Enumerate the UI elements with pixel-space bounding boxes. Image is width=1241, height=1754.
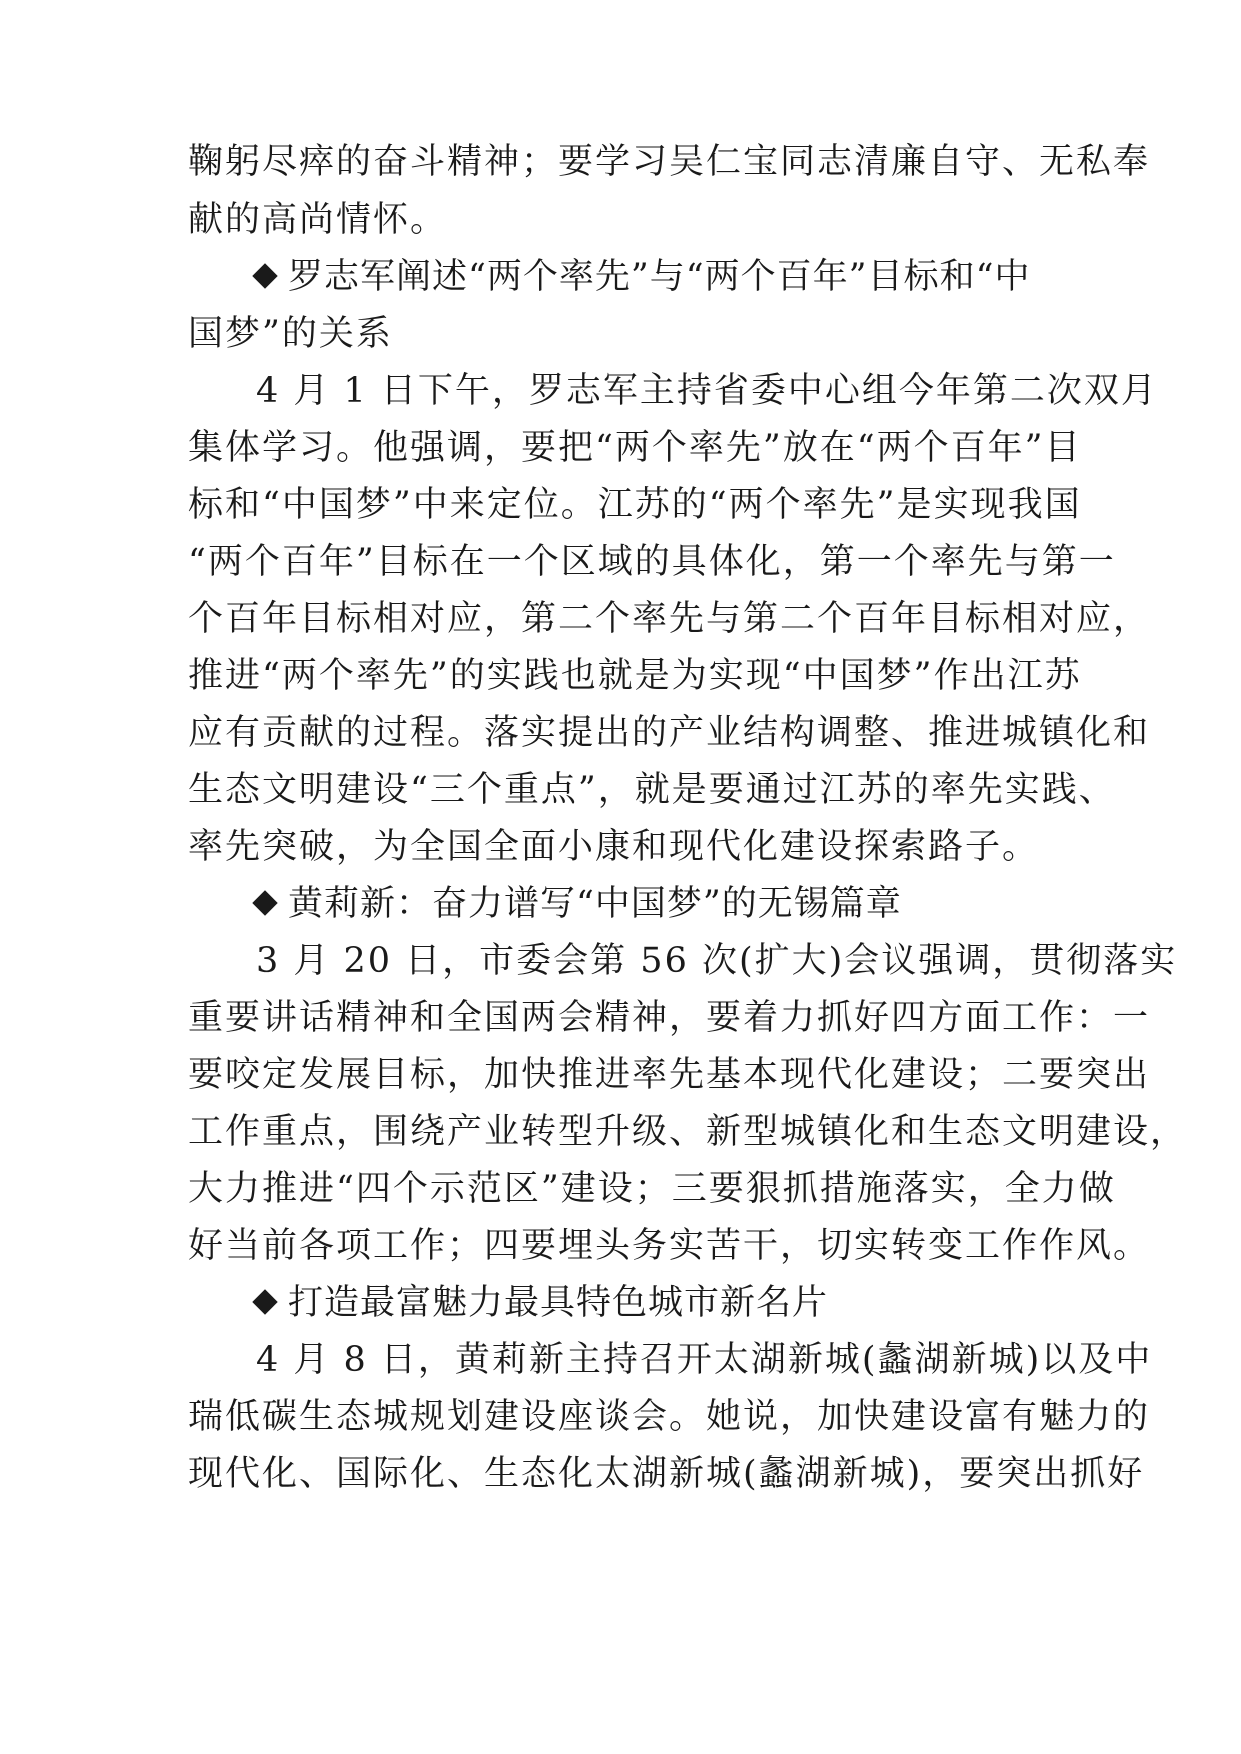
text-line: 献的高尚情怀。: [188, 200, 448, 240]
section-heading: [0, 1283, 1241, 1323]
text-line: “两个百年”目标在一个区域的具体化，第一个率先与第一: [188, 542, 1116, 582]
text-line: 瑞低碳生态城规划建设座谈会。她说，加快建设富有魅力的: [188, 1397, 1151, 1437]
text-line: 生态文明建设“三个重点”，就是要通过江苏的率先实践、: [188, 770, 1116, 810]
paragraph-line: [0, 941, 1241, 981]
diamond-bullet-icon: [252, 890, 277, 915]
paragraph-line: [0, 656, 1241, 696]
heading-text: 国梦”的关系: [188, 314, 393, 354]
heading-text: 罗志军阐述“两个率先”与“两个百年”目标和“中: [288, 257, 1031, 297]
heading-text: 打造最富魅力最具特色城市新名片: [288, 1283, 829, 1323]
text-line: 集体学习。他强调，要把“两个率先”放在“两个百年”目: [188, 428, 1082, 468]
text-line: 标和“中国梦”中来定位。江苏的“两个率先”是实现我国: [188, 485, 1082, 525]
paragraph-line: [0, 827, 1241, 867]
heading-text: 黄莉新：奋力谱写“中国梦”的无锡篇章: [288, 884, 902, 924]
paragraph-line: [0, 1055, 1241, 1095]
paragraph-line: [0, 599, 1241, 639]
paragraph-line: [0, 371, 1241, 411]
text-line: 4 月 1 日下午，罗志军主持省委中心组今年第二次双月: [256, 371, 1158, 411]
text-line: 重要讲话精神和全国两会精神，要着力抓好四方面工作：一: [188, 998, 1151, 1038]
text-line: 应有贡献的过程。落实提出的产业结构调整、推进城镇化和: [188, 713, 1151, 753]
paragraph-line: [0, 200, 1241, 240]
paragraph-line: [0, 1454, 1241, 1494]
section-heading: [0, 314, 1241, 354]
paragraph-line: [0, 1112, 1241, 1152]
paragraph-line: [0, 1397, 1241, 1437]
text-line: 推进“两个率先”的实践也就是为实现“中国梦”作出江苏: [188, 656, 1082, 696]
section-heading: [0, 884, 1241, 924]
paragraph-line: [0, 542, 1241, 582]
paragraph-line: [0, 1226, 1241, 1266]
text-line: 工作重点，围绕产业转型升级、新型城镇化和生态文明建设，: [188, 1112, 1188, 1152]
paragraph-line: [0, 1340, 1241, 1380]
text-line: 3 月 20 日，市委会第 56 次(扩大)会议强调，贯彻落实: [256, 941, 1178, 981]
paragraph-line: [0, 485, 1241, 525]
paragraph-line: [0, 428, 1241, 468]
paragraph-line: [0, 713, 1241, 753]
text-line: 要咬定发展目标，加快推进率先基本现代化建设；二要突出: [188, 1055, 1151, 1095]
diamond-bullet-icon: [252, 1289, 277, 1314]
paragraph-line: [0, 998, 1241, 1038]
text-line: 大力推进“四个示范区”建设；三要狠抓措施落实，全力做: [188, 1169, 1116, 1209]
text-line: 个百年目标相对应，第二个率先与第二个百年目标相对应，: [188, 599, 1151, 639]
text-line: 好当前各项工作；四要埋头务实苦干，切实转变工作作风。: [188, 1226, 1151, 1266]
text-line: 现代化、国际化、生态化太湖新城(蠡湖新城)，要突出抓好: [188, 1454, 1145, 1494]
paragraph-line: [0, 142, 1241, 182]
text-line: 4 月 8 日，黄莉新主持召开太湖新城(蠡湖新城)以及中: [256, 1340, 1153, 1380]
paragraph-line: [0, 770, 1241, 810]
text-line: 鞠躬尽瘁的奋斗精神；要学习吴仁宝同志清廉自守、无私奉: [188, 142, 1151, 182]
diamond-bullet-icon: [252, 263, 277, 288]
text-line: 率先突破，为全国全面小康和现代化建设探索路子。: [188, 827, 1040, 867]
paragraph-line: [0, 1169, 1241, 1209]
section-heading: [0, 257, 1241, 297]
